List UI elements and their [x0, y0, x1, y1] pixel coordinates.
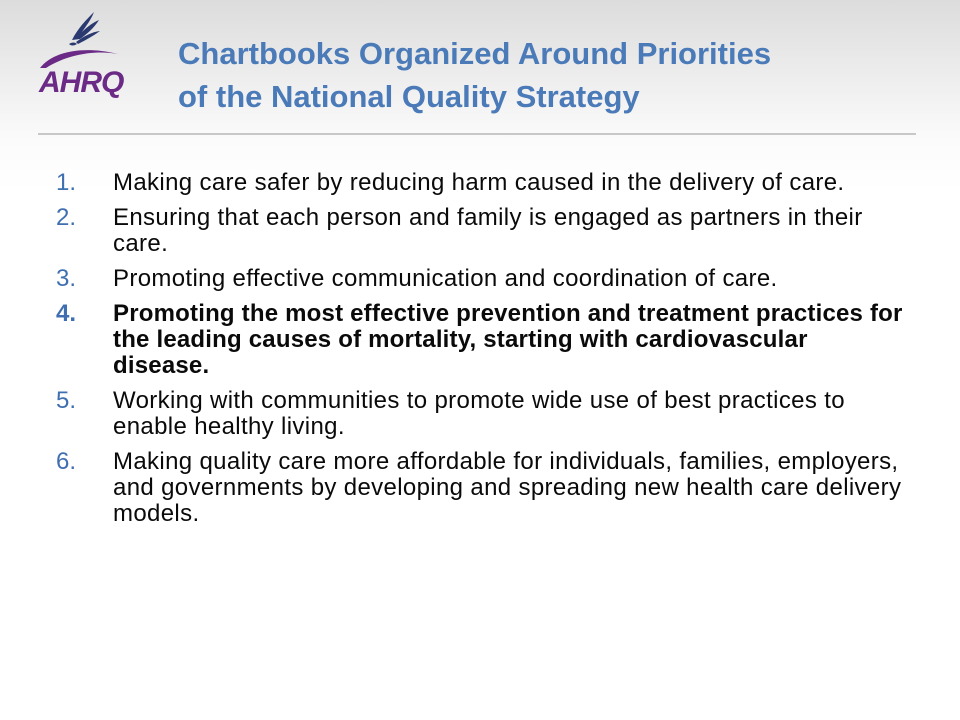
list-item [56, 205, 906, 257]
list-item-text: Making quality care more affordable for individuals, families, employers, and governments by developing and spreading new health care delivery models. [113, 448, 902, 527]
list-item-number: 5. [56, 387, 77, 414]
list-item-number: 4. [56, 300, 77, 327]
list-item-text: Working with communities to promote wide use of best practices to enable healthy living. [113, 387, 845, 440]
logo-wordmark: AHRQ [39, 66, 124, 98]
list-item-number: 1. [56, 169, 77, 196]
list-item [56, 449, 906, 527]
title-line-1: Chartbooks Organized Around Priorities [178, 36, 772, 71]
priority-list [56, 170, 906, 536]
list-item-number: 6. [56, 448, 77, 475]
list-item [56, 170, 906, 196]
hhs-eagle-icon [69, 12, 100, 46]
list-item-number: 2. [56, 204, 77, 231]
page-title [178, 32, 918, 118]
list-item [56, 388, 906, 440]
ahrq-logo [36, 6, 146, 98]
list-item-text: Promoting effective communication and coordination of care. [113, 265, 778, 292]
list-item-text: Making care safer by reducing harm caused in the delivery of care. [113, 169, 845, 196]
list-item-text: Promoting the most effective prevention and treatment practices for the leading causes of mortality, starting with cardiovascular disease. [113, 300, 903, 379]
list-item-number: 3. [56, 265, 77, 292]
title-line-2: of the National Quality Strategy [178, 79, 640, 114]
ahrq-logo-graphic [36, 6, 146, 98]
list-item-text: Ensuring that each person and family is engaged as partners in their care. [113, 204, 863, 257]
list-item [56, 266, 906, 292]
list-item-highlighted [56, 301, 906, 379]
title-divider [38, 133, 916, 135]
